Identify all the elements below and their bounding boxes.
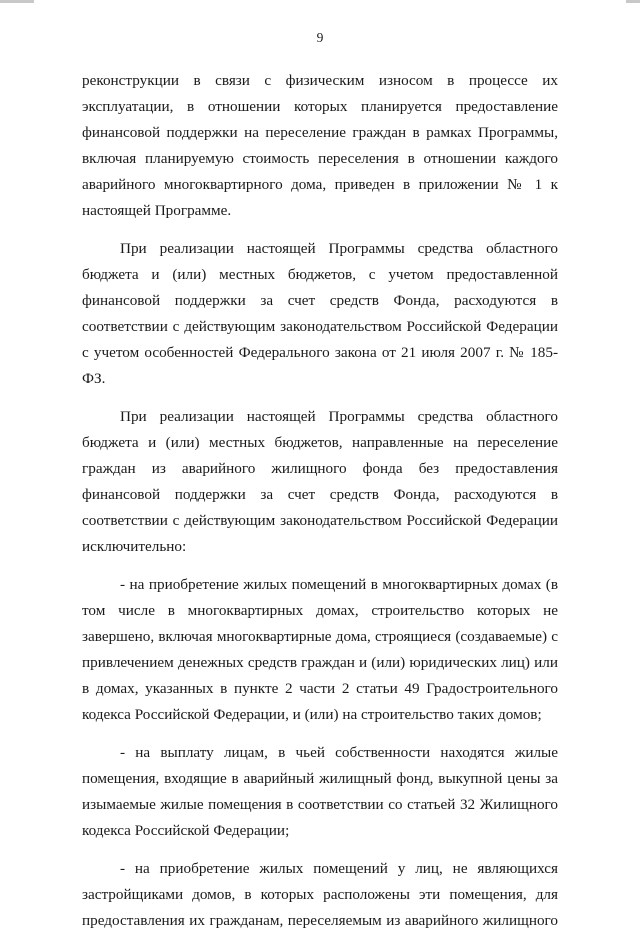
document-body [82,68,558,934]
paragraph-continuation: реконструкции в связи с физическим износом в процессе их эксплуатации, в отношении которых планируется предоставление финансовой поддержки на переселение граждан в рамках Программы, включая планируемую стоимость переселения в отношении каждого аварийного многоквартирного дома, приведен в приложении № 1 к настоящей Программе. [82,72,558,219]
scan-edge-mark-left [0,0,34,3]
paragraph-funding-without-support: При реализации настоящей Программы средства областного бюджета и (или) местных бюджетов, направленные на переселение граждан из аварийного жилищного фонда без предоставления финансовой поддержки за счет средств Фонда, расходуются в соответствии с действующим законодательством Российской Федерации исключительно: [82,408,558,555]
list-item-redemption-payment: - на выплату лицам, в чьей собственности находятся жилые помещения, входящие в аварийный жилищный фонд, выкупной цены за изымаемые жилые помещения в соответствии со статьей 32 Жилищного кодекса Российской Федерации; [82,744,558,839]
page-number: 9 [316,30,324,45]
paragraph-funding-with-support: При реализации настоящей Программы средства областного бюджета и (или) местных бюджетов, с учетом предоставленной финансовой поддержки за счет средств Фонда, расходуются в соответствии с действующим законодательством Российской Федерации с учетом особенностей Федерального закона от 21 июля 2007 г. № 185-ФЗ. [82,240,558,387]
list-item-purchase-housing: - на приобретение жилых помещений в многоквартирных домах (в том числе в многоквартирных домах, строительство которых не завершено, включая многоквартирные дома, строящиеся (создаваемые) с привлечением денежных средств граждан и (или) юридических лиц) или в домах, указанных в пункте 2 части 2 статьи 49 Градостроительного кодекса Российской Федерации, и (или) на строительство таких домов; [82,576,558,723]
scan-edge-mark-right [626,0,640,3]
list-item-purchase-from-individuals: - на приобретение жилых помещений у лиц, не являющихся застройщиками домов, в которых расположены эти помещения, для предоставления их гражданам, переселяемым из аварийного жилищного [82,860,558,929]
